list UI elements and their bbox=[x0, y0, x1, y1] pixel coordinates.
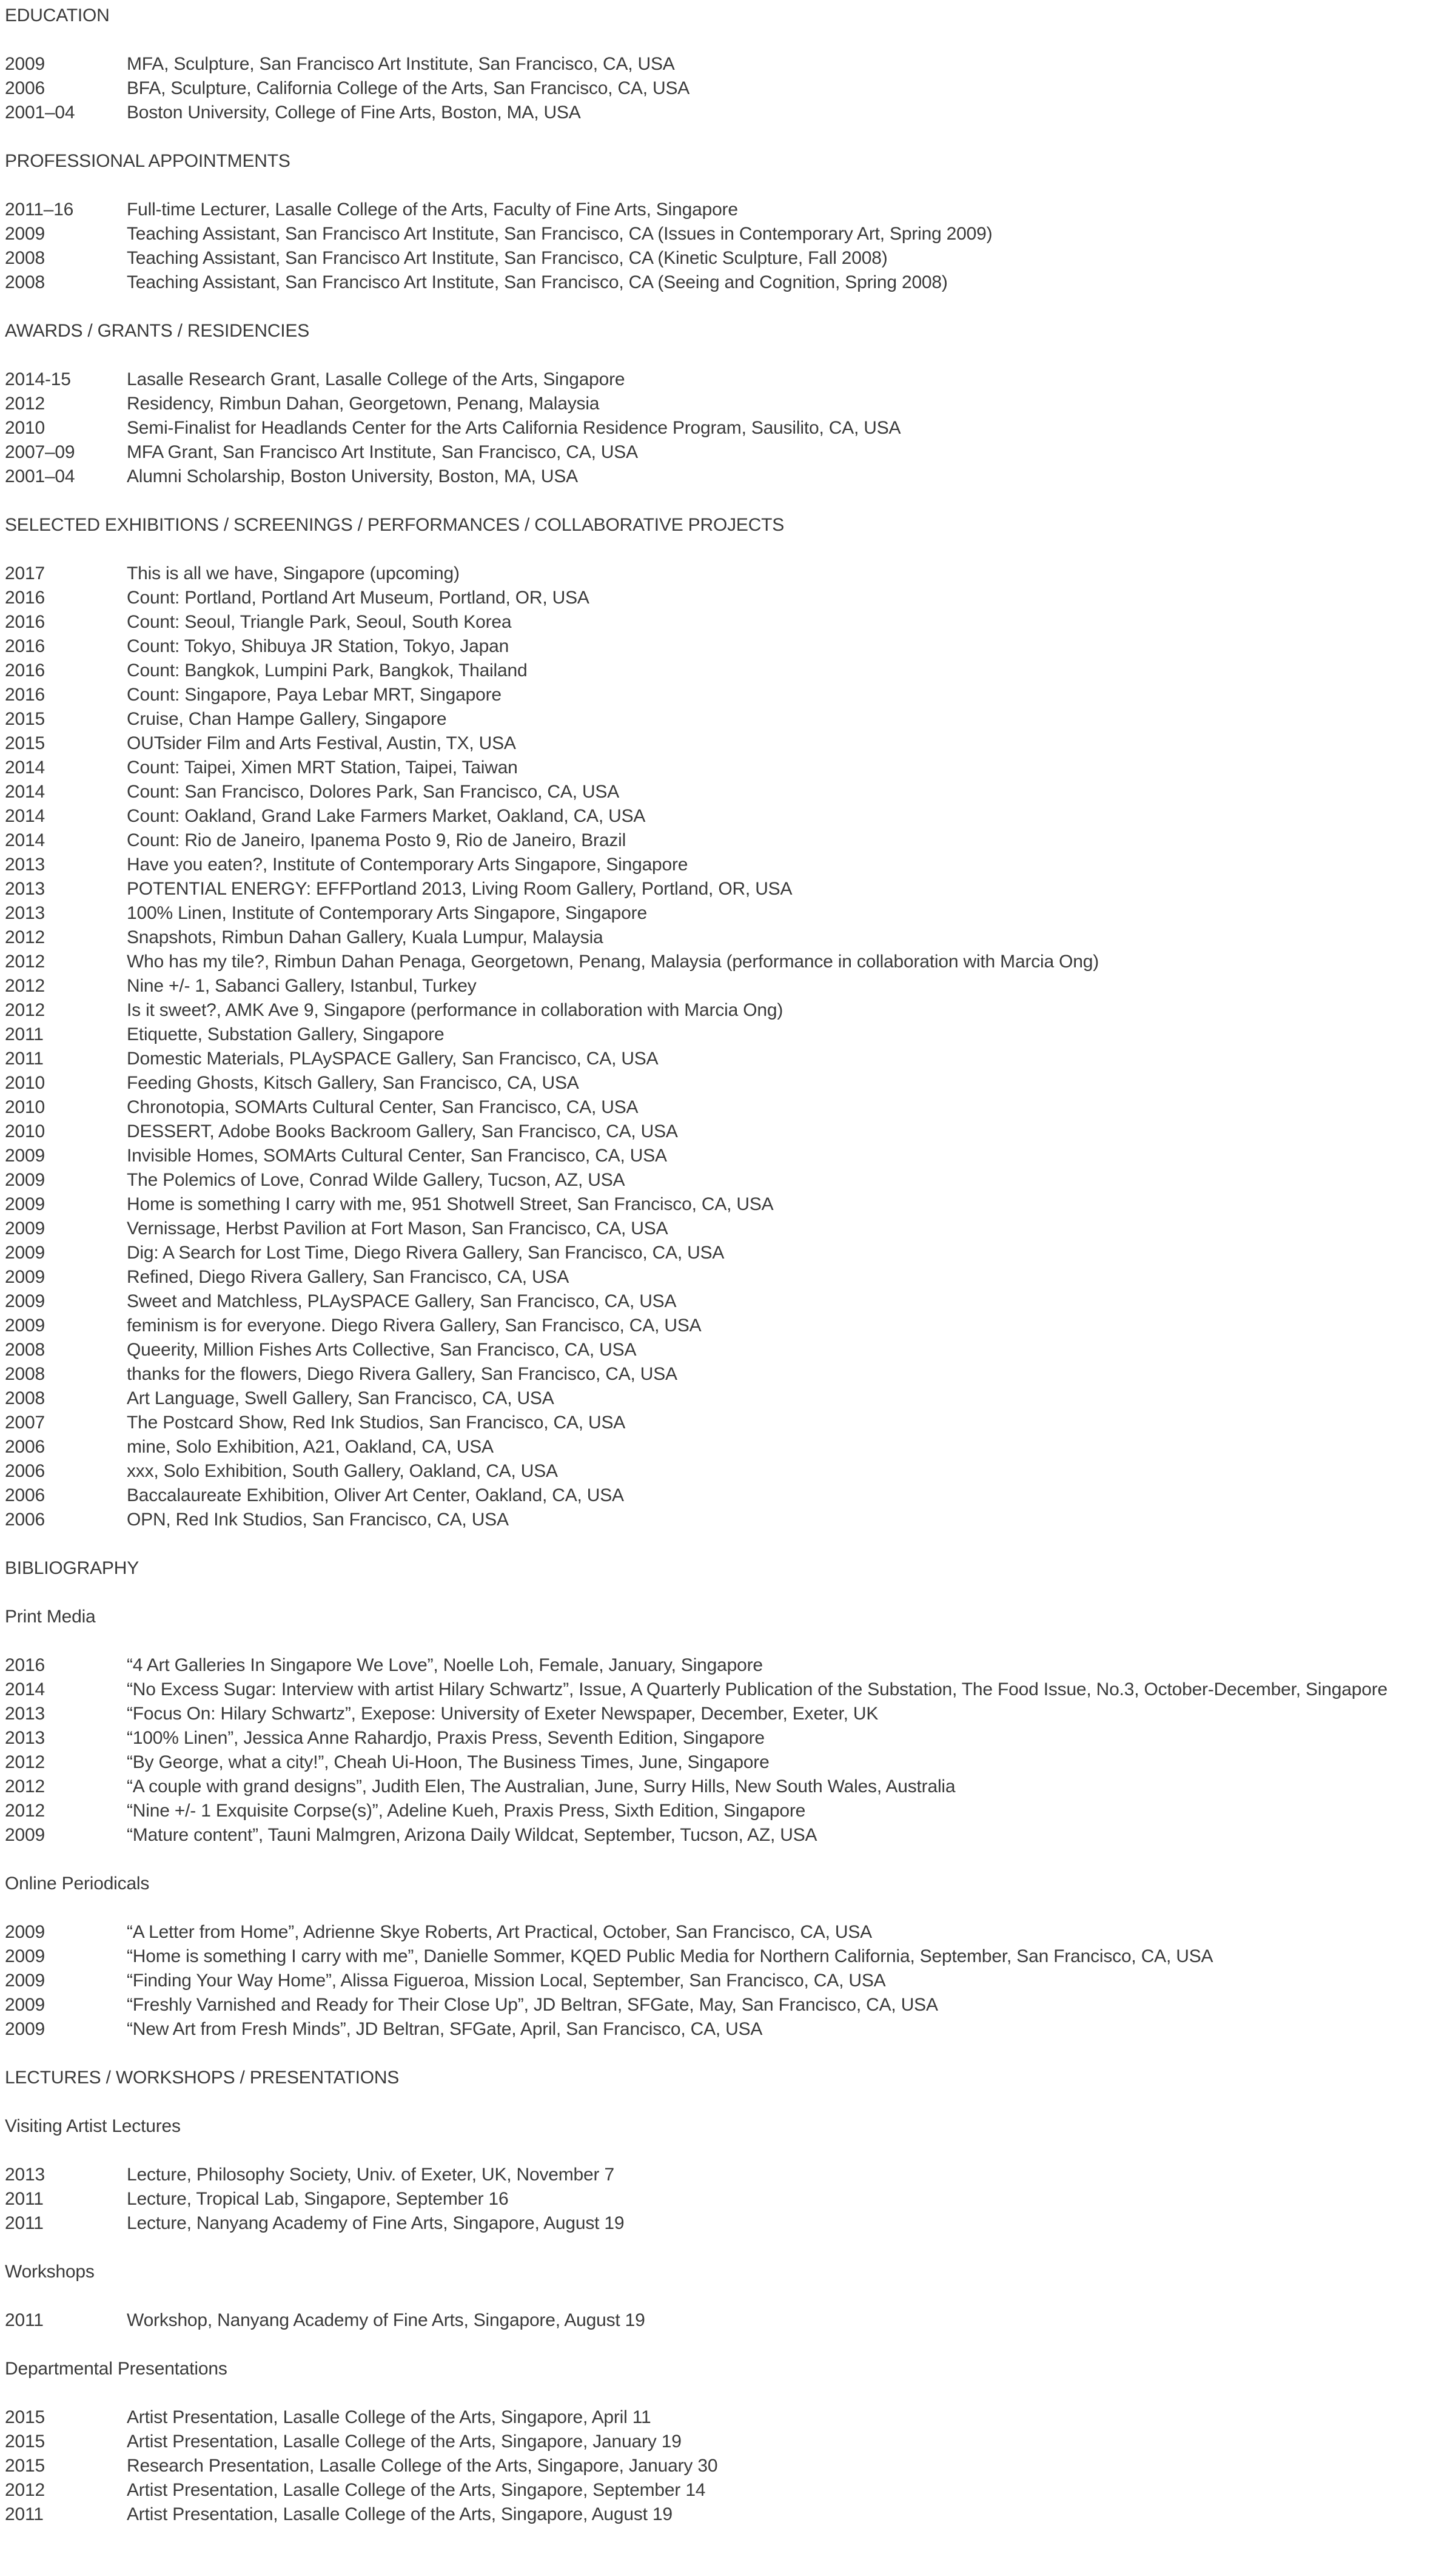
entry-year: 2013 bbox=[5, 1728, 45, 1748]
entry-text: “No Excess Sugar: Interview with artist Hilary Schwartz”, Issue, A Quarterly Publication of the Substation, The Food Issue, No.3, October-December, Singapore bbox=[127, 1679, 1388, 1699]
entry-year: 2011–16 bbox=[5, 200, 74, 220]
entry-text: The Postcard Show, Red Ink Studios, San Francisco, CA, USA bbox=[127, 1413, 626, 1433]
section-heading: BIBLIOGRAPHY bbox=[5, 1558, 139, 1578]
section-heading: PROFESSIONAL APPOINTMENTS bbox=[5, 151, 290, 171]
entry-year: 2016 bbox=[5, 612, 45, 632]
entry-text: OPN, Red Ink Studios, San Francisco, CA, USA bbox=[127, 1510, 509, 1530]
cv-entry bbox=[5, 828, 1454, 853]
cv-entry bbox=[5, 198, 1454, 222]
entry-year: 2007 bbox=[5, 1413, 45, 1433]
section-heading: LECTURES / WORKSHOPS / PRESENTATIONS bbox=[5, 2068, 400, 2088]
cv-entry bbox=[5, 2211, 1454, 2236]
cv-entry bbox=[5, 2163, 1454, 2187]
cv-entry bbox=[5, 1775, 1454, 1799]
cv-entry bbox=[5, 101, 1454, 125]
cv-entry bbox=[5, 901, 1454, 926]
entry-year: 2009 bbox=[5, 1170, 45, 1190]
entry-year: 2009 bbox=[5, 1995, 45, 2015]
section-spacer bbox=[5, 343, 1454, 368]
entry-year: 2014 bbox=[5, 758, 45, 778]
entry-year: 2009 bbox=[5, 224, 45, 244]
section-spacer bbox=[5, 1847, 1454, 1872]
cv-entry bbox=[5, 1678, 1454, 1702]
entry-text: This is all we have, Singapore (upcoming) bbox=[127, 563, 460, 583]
cv-entry bbox=[5, 1071, 1454, 1095]
cv-entry bbox=[5, 1993, 1454, 2017]
entry-text: Who has my tile?, Rimbun Dahan Penaga, Georgetown, Penang, Malaysia (performance in collaboration with Marcia Ong) bbox=[127, 952, 1099, 972]
entry-year: 2014 bbox=[5, 782, 45, 802]
section-heading: Online Periodicals bbox=[5, 1874, 150, 1894]
entry-year: 2009 bbox=[5, 2019, 45, 2039]
cv-entry bbox=[5, 586, 1454, 610]
section-heading: AWARDS / GRANTS / RESIDENCIES bbox=[5, 321, 310, 341]
cv-entry bbox=[5, 1944, 1454, 1969]
entry-year: 2016 bbox=[5, 636, 45, 656]
entry-text: “A couple with grand designs”, Judith Elen, The Australian, June, Surry Hills, New South Wales, Australia bbox=[127, 1776, 956, 1796]
cv-entry bbox=[5, 1338, 1454, 1362]
entry-text: Refined, Diego Rivera Gallery, San Francisco, CA, USA bbox=[127, 1267, 569, 1287]
entry-text: Count: Rio de Janeiro, Ipanema Posto 9, Rio de Janeiro, Brazil bbox=[127, 830, 626, 850]
entry-year: 2011 bbox=[5, 2310, 44, 2330]
cv-entry bbox=[5, 2430, 1454, 2454]
section-spacer bbox=[5, 2381, 1454, 2405]
cv-section bbox=[5, 149, 1454, 319]
section-spacer bbox=[5, 295, 1454, 319]
cv-entry bbox=[5, 756, 1454, 780]
entry-text: mine, Solo Exhibition, A21, Oakland, CA, USA bbox=[127, 1437, 494, 1457]
section-spacer bbox=[5, 1896, 1454, 1920]
cv-entry bbox=[5, 2405, 1454, 2430]
cv-entry bbox=[5, 926, 1454, 950]
entry-year: 2012 bbox=[5, 1801, 45, 1821]
cv-entry bbox=[5, 610, 1454, 634]
entry-year: 2012 bbox=[5, 952, 45, 972]
entry-year: 2009 bbox=[5, 1825, 45, 1845]
cv-entry bbox=[5, 2502, 1454, 2527]
entry-text: BFA, Sculpture, California College of the Arts, San Francisco, CA, USA bbox=[127, 78, 690, 98]
cv-entry bbox=[5, 1265, 1454, 1289]
cv-entry bbox=[5, 1047, 1454, 1071]
entry-text: Vernissage, Herbst Pavilion at Fort Mason, San Francisco, CA, USA bbox=[127, 1218, 668, 1239]
entry-year: 2013 bbox=[5, 1704, 45, 1724]
cv-entry bbox=[5, 707, 1454, 731]
entry-text: thanks for the flowers, Diego Rivera Gallery, San Francisco, CA, USA bbox=[127, 1364, 677, 1384]
entry-text: Count: San Francisco, Dolores Park, San Francisco, CA, USA bbox=[127, 782, 620, 802]
cv-entry bbox=[5, 2187, 1454, 2211]
entry-text: Dig: A Search for Lost Time, Diego Rivera Gallery, San Francisco, CA, USA bbox=[127, 1243, 725, 1263]
entry-year: 2010 bbox=[5, 1121, 45, 1141]
section-spacer bbox=[5, 2090, 1454, 2114]
cv-section bbox=[5, 2114, 1454, 2260]
section-heading: EDUCATION bbox=[5, 5, 110, 25]
section-spacer bbox=[5, 28, 1454, 52]
cv-entry bbox=[5, 1241, 1454, 1265]
entry-text: xxx, Solo Exhibition, South Gallery, Oakland, CA, USA bbox=[127, 1461, 558, 1481]
cv-entry bbox=[5, 1144, 1454, 1168]
entry-text: “Nine +/- 1 Exquisite Corpse(s)”, Adeline Kueh, Praxis Press, Sixth Edition, Singapore bbox=[127, 1801, 806, 1821]
cv-entry bbox=[5, 1508, 1454, 1532]
entry-text: MFA, Sculpture, San Francisco Art Institute, San Francisco, CA, USA bbox=[127, 54, 675, 74]
entry-text: DESSERT, Adobe Books Backroom Gallery, San Francisco, CA, USA bbox=[127, 1121, 678, 1141]
entry-text: Boston University, College of Fine Arts, Boston, MA, USA bbox=[127, 103, 581, 123]
section-spacer bbox=[5, 537, 1454, 562]
cv-entry bbox=[5, 1969, 1454, 1993]
cv-entry bbox=[5, 998, 1454, 1023]
cv-section bbox=[5, 319, 1454, 513]
entry-year: 2009 bbox=[5, 1243, 45, 1263]
entry-text: Research Presentation, Lasalle College of the Arts, Singapore, January 30 bbox=[127, 2456, 718, 2476]
entry-text: Count: Seoul, Triangle Park, Seoul, South Korea bbox=[127, 612, 512, 632]
entry-year: 2013 bbox=[5, 903, 45, 923]
entry-text: Count: Taipei, Ximen MRT Station, Taipei, Taiwan bbox=[127, 758, 518, 778]
entry-year: 2014 bbox=[5, 1679, 45, 1699]
entry-text: Is it sweet?, AMK Ave 9, Singapore (performance in collaboration with Marcia Ong) bbox=[127, 1000, 783, 1020]
entry-text: “Focus On: Hilary Schwartz”, Exepose: University of Exeter Newspaper, December, Exeter, UK bbox=[127, 1704, 879, 1724]
cv-entry bbox=[5, 634, 1454, 659]
section-heading: Visiting Artist Lectures bbox=[5, 2116, 181, 2136]
entry-year: 2015 bbox=[5, 2432, 45, 2452]
entry-text: Artist Presentation, Lasalle College of the Arts, Singapore, April 11 bbox=[127, 2407, 651, 2427]
cv-entry bbox=[5, 974, 1454, 998]
entry-year: 2014 bbox=[5, 806, 45, 826]
entry-year: 2010 bbox=[5, 418, 45, 438]
entry-text: Artist Presentation, Lasalle College of the Arts, Singapore, September 14 bbox=[127, 2480, 706, 2500]
entry-year: 2013 bbox=[5, 2165, 45, 2185]
section-heading: Print Media bbox=[5, 1607, 96, 1627]
cv-entry bbox=[5, 368, 1454, 392]
entry-year: 2009 bbox=[5, 1146, 45, 1166]
entry-year: 2015 bbox=[5, 709, 45, 729]
cv-entry bbox=[5, 562, 1454, 586]
cv-entry bbox=[5, 52, 1454, 76]
entry-text: Count: Bangkok, Lumpini Park, Bangkok, Thailand bbox=[127, 660, 528, 681]
entry-year: 2016 bbox=[5, 1655, 45, 1675]
entry-text: “A Letter from Home”, Adrienne Skye Roberts, Art Practical, October, San Francisco, CA, USA bbox=[127, 1922, 872, 1942]
entry-year: 2012 bbox=[5, 927, 45, 947]
entry-year: 2014 bbox=[5, 830, 45, 850]
entry-text: Count: Oakland, Grand Lake Farmers Market, Oakland, CA, USA bbox=[127, 806, 646, 826]
section-heading: Departmental Presentations bbox=[5, 2359, 227, 2379]
entry-year: 2008 bbox=[5, 1340, 45, 1360]
cv-entry bbox=[5, 1289, 1454, 1314]
entry-text: Alumni Scholarship, Boston University, Boston, MA, USA bbox=[127, 466, 578, 486]
section-heading: Workshops bbox=[5, 2262, 95, 2282]
entry-year: 2006 bbox=[5, 78, 45, 98]
entry-text: “4 Art Galleries In Singapore We Love”, Noelle Loh, Female, January, Singapore bbox=[127, 1655, 763, 1675]
entry-year: 2009 bbox=[5, 1946, 45, 1966]
entry-text: Chronotopia, SOMArts Cultural Center, San Francisco, CA, USA bbox=[127, 1097, 639, 1117]
section-heading: SELECTED EXHIBITIONS / SCREENINGS / PERFORMANCES / COLLABORATIVE PROJECTS bbox=[5, 515, 785, 535]
entry-text: Etiquette, Substation Gallery, Singapore bbox=[127, 1024, 445, 1044]
entry-text: Lecture, Nanyang Academy of Fine Arts, Singapore, August 19 bbox=[127, 2213, 625, 2233]
entry-text: 100% Linen, Institute of Contemporary Arts Singapore, Singapore bbox=[127, 903, 647, 923]
cv-entry bbox=[5, 659, 1454, 683]
entry-text: “Mature content”, Tauni Malmgren, Arizona Daily Wildcat, September, Tucson, AZ, USA bbox=[127, 1825, 817, 1845]
entry-text: Artist Presentation, Lasalle College of the Arts, Singapore, August 19 bbox=[127, 2504, 673, 2524]
entry-text: Teaching Assistant, San Francisco Art Institute, San Francisco, CA (Seeing and Cognition, Spring 2008) bbox=[127, 272, 948, 292]
cv-entry bbox=[5, 222, 1454, 246]
entry-year: 2006 bbox=[5, 1485, 45, 1505]
cv-entry bbox=[5, 271, 1454, 295]
entry-text: Feeding Ghosts, Kitsch Gallery, San Francisco, CA, USA bbox=[127, 1073, 579, 1093]
cv-entry bbox=[5, 877, 1454, 901]
entry-year: 2013 bbox=[5, 855, 45, 875]
entry-year: 2008 bbox=[5, 1364, 45, 1384]
cv-entry bbox=[5, 1095, 1454, 1120]
entry-year: 2008 bbox=[5, 272, 45, 292]
section-spacer bbox=[5, 1629, 1454, 1653]
entry-year: 2015 bbox=[5, 2456, 45, 2476]
entry-year: 2009 bbox=[5, 54, 45, 74]
entry-year: 2012 bbox=[5, 976, 45, 996]
entry-year: 2015 bbox=[5, 733, 45, 753]
cv-document bbox=[5, 4, 1454, 2551]
entry-text: The Polemics of Love, Conrad Wilde Gallery, Tucson, AZ, USA bbox=[127, 1170, 625, 1190]
entry-year: 2016 bbox=[5, 685, 45, 705]
section-spacer bbox=[5, 125, 1454, 149]
cv-entry bbox=[5, 416, 1454, 440]
entry-text: Nine +/- 1, Sabanci Gallery, Istanbul, Turkey bbox=[127, 976, 477, 996]
entry-year: 2011 bbox=[5, 2213, 44, 2233]
cv-entry bbox=[5, 1023, 1454, 1047]
cv-entry bbox=[5, 1726, 1454, 1750]
cv-section bbox=[5, 1556, 1454, 1605]
cv-entry bbox=[5, 392, 1454, 416]
entry-text: Teaching Assistant, San Francisco Art Institute, San Francisco, CA (Issues in Contemporary Art, Spring 2009) bbox=[127, 224, 993, 244]
section-spacer bbox=[5, 2527, 1454, 2551]
cv-section bbox=[5, 2260, 1454, 2357]
entry-year: 2009 bbox=[5, 1267, 45, 1287]
cv-entry bbox=[5, 1459, 1454, 1484]
entry-text: Full-time Lecturer, Lasalle College of the Arts, Faculty of Fine Arts, Singapore bbox=[127, 200, 738, 220]
entry-text: Count: Portland, Portland Art Museum, Portland, OR, USA bbox=[127, 588, 589, 608]
entry-text: “100% Linen”, Jessica Anne Rahardjo, Praxis Press, Seventh Edition, Singapore bbox=[127, 1728, 765, 1748]
section-spacer bbox=[5, 173, 1454, 198]
entry-year: 2009 bbox=[5, 1971, 45, 1991]
cv-entry bbox=[5, 1653, 1454, 1678]
cv-entry bbox=[5, 1192, 1454, 1217]
entry-text: Teaching Assistant, San Francisco Art Institute, San Francisco, CA (Kinetic Sculpture, Fall 2008) bbox=[127, 248, 888, 268]
section-spacer bbox=[5, 1532, 1454, 1556]
entry-year: 2016 bbox=[5, 588, 45, 608]
entry-year: 2006 bbox=[5, 1510, 45, 1530]
entry-text: Home is something I carry with me, 951 Shotwell Street, San Francisco, CA, USA bbox=[127, 1194, 774, 1214]
cv-entry bbox=[5, 246, 1454, 271]
entry-year: 2012 bbox=[5, 1776, 45, 1796]
cv-entry bbox=[5, 2478, 1454, 2502]
entry-text: Semi-Finalist for Headlands Center for the Arts California Residence Program, Sausilito, CA, USA bbox=[127, 418, 901, 438]
entry-text: Invisible Homes, SOMArts Cultural Center, San Francisco, CA, USA bbox=[127, 1146, 667, 1166]
entry-text: Lasalle Research Grant, Lasalle College of the Arts, Singapore bbox=[127, 369, 625, 389]
cv-entry bbox=[5, 76, 1454, 101]
entry-text: Queerity, Million Fishes Arts Collective, San Francisco, CA, USA bbox=[127, 1340, 637, 1360]
cv-entry bbox=[5, 440, 1454, 465]
section-spacer bbox=[5, 1581, 1454, 1605]
cv-entry bbox=[5, 950, 1454, 974]
entry-text: MFA Grant, San Francisco Art Institute, San Francisco, CA, USA bbox=[127, 442, 638, 462]
entry-text: Baccalaureate Exhibition, Oliver Art Center, Oakland, CA, USA bbox=[127, 1485, 624, 1505]
cv-entry bbox=[5, 1411, 1454, 1435]
entry-text: “By George, what a city!”, Cheah Ui-Hoon, The Business Times, June, Singapore bbox=[127, 1752, 770, 1772]
entry-year: 2006 bbox=[5, 1461, 45, 1481]
entry-year: 2009 bbox=[5, 1291, 45, 1311]
entry-year: 2001–04 bbox=[5, 466, 75, 486]
entry-year: 2009 bbox=[5, 1194, 45, 1214]
entry-text: Sweet and Matchless, PLAySPACE Gallery, San Francisco, CA, USA bbox=[127, 1291, 677, 1311]
cv-section bbox=[5, 1872, 1454, 2066]
cv-entry bbox=[5, 1702, 1454, 1726]
cv-entry bbox=[5, 2308, 1454, 2333]
entry-text: Count: Tokyo, Shibuya JR Station, Tokyo, Japan bbox=[127, 636, 509, 656]
cv-section bbox=[5, 2066, 1454, 2114]
cv-entry bbox=[5, 1386, 1454, 1411]
cv-entry bbox=[5, 1120, 1454, 1144]
entry-text: POTENTIAL ENERGY: EFFPortland 2013, Living Room Gallery, Portland, OR, USA bbox=[127, 879, 793, 899]
cv-section bbox=[5, 513, 1454, 1556]
entry-text: Lecture, Philosophy Society, Univ. of Exeter, UK, November 7 bbox=[127, 2165, 614, 2185]
entry-text: Domestic Materials, PLAySPACE Gallery, San Francisco, CA, USA bbox=[127, 1049, 659, 1069]
cv-entry bbox=[5, 1435, 1454, 1459]
entry-year: 2013 bbox=[5, 879, 45, 899]
cv-entry bbox=[5, 683, 1454, 707]
entry-text: Cruise, Chan Hampe Gallery, Singapore bbox=[127, 709, 447, 729]
entry-year: 2012 bbox=[5, 2480, 45, 2500]
section-spacer bbox=[5, 489, 1454, 513]
entry-text: Artist Presentation, Lasalle College of the Arts, Singapore, January 19 bbox=[127, 2432, 682, 2452]
section-spacer bbox=[5, 2042, 1454, 2066]
entry-year: 2009 bbox=[5, 1316, 45, 1336]
cv-entry bbox=[5, 1484, 1454, 1508]
section-spacer bbox=[5, 2236, 1454, 2260]
cv-section bbox=[5, 2357, 1454, 2551]
cv-entry bbox=[5, 1217, 1454, 1241]
entry-year: 2014-15 bbox=[5, 369, 71, 389]
entry-year: 2010 bbox=[5, 1097, 45, 1117]
entry-text: feminism is for everyone. Diego Rivera Gallery, San Francisco, CA, USA bbox=[127, 1316, 702, 1336]
cv-entry bbox=[5, 1362, 1454, 1386]
cv-section bbox=[5, 4, 1454, 149]
entry-year: 2010 bbox=[5, 1073, 45, 1093]
entry-text: Have you eaten?, Institute of Contemporary Arts Singapore, Singapore bbox=[127, 855, 688, 875]
entry-text: Count: Singapore, Paya Lebar MRT, Singapore bbox=[127, 685, 502, 705]
section-spacer bbox=[5, 2284, 1454, 2308]
cv-entry bbox=[5, 804, 1454, 828]
cv-entry bbox=[5, 1314, 1454, 1338]
cv-entry bbox=[5, 2017, 1454, 2042]
entry-year: 2012 bbox=[5, 1752, 45, 1772]
entry-text: “Finding Your Way Home”, Alissa Figueroa, Mission Local, September, San Francisco, CA, USA bbox=[127, 1971, 886, 1991]
entry-year: 2008 bbox=[5, 1388, 45, 1408]
entry-year: 2011 bbox=[5, 1024, 44, 1044]
cv-entry bbox=[5, 1168, 1454, 1192]
section-spacer bbox=[5, 2333, 1454, 2357]
entry-year: 2011 bbox=[5, 2504, 44, 2524]
entry-year: 2009 bbox=[5, 1922, 45, 1942]
cv-entry bbox=[5, 465, 1454, 489]
cv-entry bbox=[5, 1823, 1454, 1847]
cv-entry bbox=[5, 2454, 1454, 2478]
entry-year: 2011 bbox=[5, 1049, 44, 1069]
cv-entry bbox=[5, 780, 1454, 804]
entry-year: 2012 bbox=[5, 394, 45, 414]
entry-year: 2016 bbox=[5, 660, 45, 681]
cv-entry bbox=[5, 1920, 1454, 1944]
entry-year: 2009 bbox=[5, 1218, 45, 1239]
entry-year: 2001–04 bbox=[5, 103, 75, 123]
cv-section bbox=[5, 1605, 1454, 1872]
entry-year: 2007–09 bbox=[5, 442, 75, 462]
entry-text: Lecture, Tropical Lab, Singapore, September 16 bbox=[127, 2189, 509, 2209]
entry-year: 2006 bbox=[5, 1437, 45, 1457]
entry-year: 2011 bbox=[5, 2189, 44, 2209]
entry-text: “New Art from Fresh Minds”, JD Beltran, SFGate, April, San Francisco, CA, USA bbox=[127, 2019, 763, 2039]
entry-text: Art Language, Swell Gallery, San Francisco, CA, USA bbox=[127, 1388, 554, 1408]
cv-entry bbox=[5, 853, 1454, 877]
entry-text: OUTsider Film and Arts Festival, Austin, TX, USA bbox=[127, 733, 516, 753]
entry-year: 2015 bbox=[5, 2407, 45, 2427]
entry-text: “Freshly Varnished and Ready for Their Close Up”, JD Beltran, SFGate, May, San Francisco, CA, USA bbox=[127, 1995, 938, 2015]
cv-entry bbox=[5, 1799, 1454, 1823]
entry-text: Snapshots, Rimbun Dahan Gallery, Kuala Lumpur, Malaysia bbox=[127, 927, 603, 947]
entry-text: “Home is something I carry with me”, Danielle Sommer, KQED Public Media for Northern California, September, San Francisco, CA, USA bbox=[127, 1946, 1213, 1966]
entry-year: 2008 bbox=[5, 248, 45, 268]
entry-year: 2017 bbox=[5, 563, 45, 583]
entry-text: Residency, Rimbun Dahan, Georgetown, Penang, Malaysia bbox=[127, 394, 600, 414]
entry-text: Workshop, Nanyang Academy of Fine Arts, Singapore, August 19 bbox=[127, 2310, 645, 2330]
entry-year: 2012 bbox=[5, 1000, 45, 1020]
cv-entry bbox=[5, 731, 1454, 756]
cv-entry bbox=[5, 1750, 1454, 1775]
section-spacer bbox=[5, 2139, 1454, 2163]
